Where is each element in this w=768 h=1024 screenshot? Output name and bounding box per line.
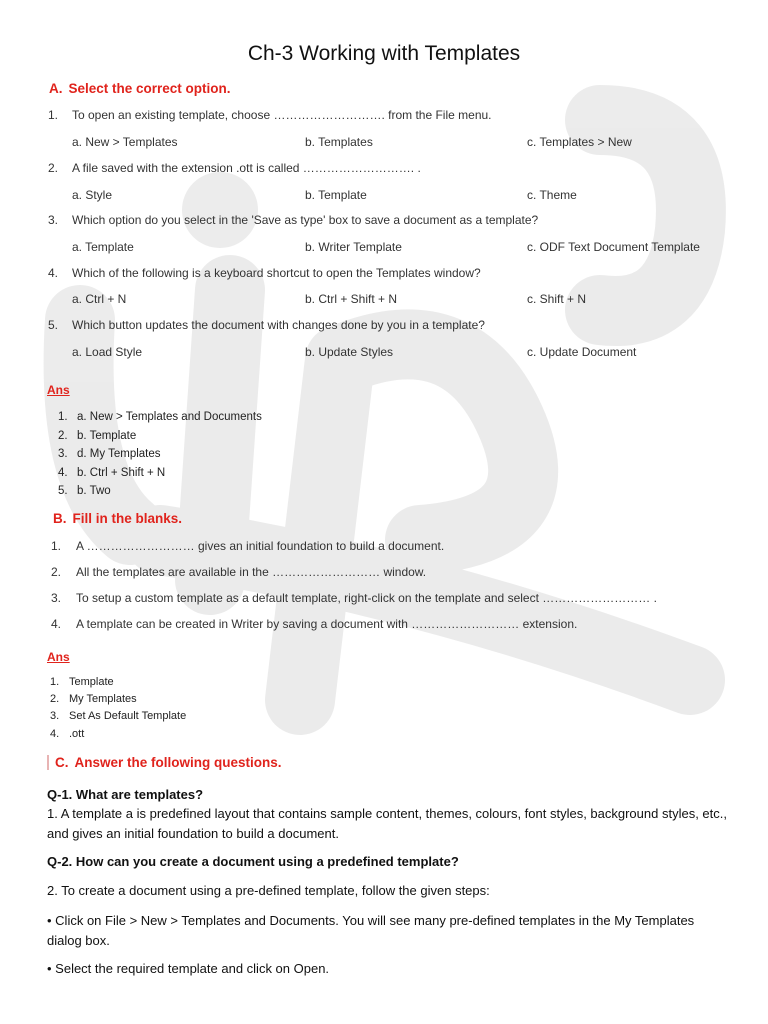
fill-blank-3: 3. To setup a custom template as a default template, right-click on the template and select ……………………… . bbox=[51, 591, 657, 605]
option-a5-c: c. Update Document bbox=[527, 345, 637, 359]
list-item: 2. b. Template bbox=[58, 429, 137, 442]
option-a5-b: b. Update Styles bbox=[305, 345, 394, 359]
section-b-title: Fill in the blanks. bbox=[72, 511, 183, 526]
option-a4-b: b. Ctrl + Shift + N bbox=[305, 292, 398, 306]
option-a3-b: b. Writer Template bbox=[305, 240, 402, 254]
option-a3-c: c. ODF Text Document Template bbox=[527, 240, 700, 254]
section-b-heading bbox=[53, 511, 182, 526]
answer-c2-step-1: • Click on File > New > Templates and Documents. You will see many pre-defined templates in the My Templates dialog box. bbox=[47, 913, 695, 948]
list-item: 1. a. New > Templates and Documents bbox=[58, 411, 262, 423]
page-title: Ch-3 Working with Templates bbox=[247, 42, 521, 65]
option-a1-a: a. New > Templates bbox=[72, 135, 178, 149]
section-c-letter: C. bbox=[55, 755, 69, 770]
question-a4: 4. Which of the following is a keyboard shortcut to open the Templates window? bbox=[48, 266, 481, 280]
question-a5: 5. Which button updates the document with changes done by you in a template? bbox=[48, 318, 485, 332]
section-a-letter: A. bbox=[49, 81, 63, 96]
answers-b-list bbox=[50, 674, 186, 743]
answers-b-label: Ans bbox=[47, 650, 70, 664]
option-a1-c: c. Templates > New bbox=[527, 135, 632, 149]
list-item: 5. b. Two bbox=[58, 485, 111, 498]
section-c-title: Answer the following questions. bbox=[74, 755, 282, 770]
question-c1: Q-1. What are templates? bbox=[47, 787, 204, 802]
answers-a-label: Ans bbox=[47, 383, 70, 397]
question-a2: 2. A file saved with the extension .ott is called ………………………. . bbox=[48, 161, 421, 175]
section-c-heading bbox=[47, 755, 282, 770]
question-c2: Q-2. How can you create a document using a predefined template? bbox=[47, 854, 459, 869]
option-a5-a: a. Load Style bbox=[72, 345, 143, 359]
list-item: 3. Set As Default Template bbox=[50, 710, 187, 723]
fill-blank-2: 2. All the templates are available in the ……………………… window. bbox=[51, 565, 427, 579]
list-item: 2. My Templates bbox=[50, 693, 137, 706]
list-item: 3. d. My Templates bbox=[58, 448, 161, 461]
option-a2-b: b. Template bbox=[305, 188, 367, 202]
option-a1-b: b. Templates bbox=[305, 135, 373, 149]
list-item: 4. b. Ctrl + Shift + N bbox=[58, 466, 166, 479]
answer-c2-step-2: • Select the required template and click on Open. bbox=[47, 961, 330, 976]
option-a2-c: c. Theme bbox=[527, 188, 577, 202]
answers-a-list bbox=[58, 408, 262, 501]
answer-c2-intro: 2. To create a document using a pre-defined template, follow the given steps: bbox=[47, 883, 490, 898]
fill-blank-4: 4. A template can be created in Writer by saving a document with ……………………… extension. bbox=[51, 617, 578, 631]
list-item: 4. .ott bbox=[50, 727, 85, 740]
option-a2-a: a. Style bbox=[72, 188, 113, 202]
answer-c1: 1. A template a is predefined layout that contains sample content, themes, colours, font styles, background styles, etc., and gives an initial foundation to build a document. bbox=[47, 806, 727, 841]
section-a-heading bbox=[49, 81, 231, 96]
section-b-letter: B. bbox=[53, 511, 67, 526]
option-a4-c: c. Shift + N bbox=[527, 292, 587, 306]
question-a3: 3. Which option do you select in the 'Save as type' box to save a document as a template? bbox=[48, 213, 539, 227]
option-a4-a: a. Ctrl + N bbox=[72, 292, 127, 306]
question-a1: 1. To open an existing template, choose ………………………. from the File menu. bbox=[48, 108, 492, 122]
section-a-title: Select the correct option. bbox=[68, 81, 231, 96]
fill-blank-1: 1. A ……………………… gives an initial foundation to build a document. bbox=[51, 539, 445, 553]
option-a3-a: a. Template bbox=[72, 240, 134, 254]
list-item: 1. Template bbox=[50, 676, 114, 688]
